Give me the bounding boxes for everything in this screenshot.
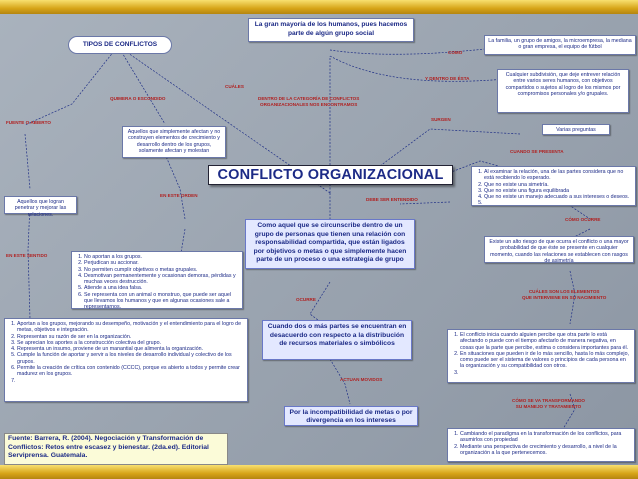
source-citation (4, 433, 228, 465)
box-cuando (262, 320, 412, 360)
link-label-en-este-sentido: EN ESTE SENTIDO (6, 253, 48, 258)
source-text: Fuente: Barrera, R. (2004). Negociación y Transformación de Conflictos: Retos entre escasez y bienestar. (2da.ed). Editorial Serviprensa. Guatemala. (8, 435, 209, 460)
tipos-de-conflictos-node (68, 36, 172, 54)
connector (25, 46, 118, 125)
label-line: ORGANIZACIONALES NOS ENCONTRAMOS (260, 102, 358, 107)
box-text: Aquellos que simplemente afectan y no construyen elementos de crecimiento y desarrollo dentro de los grupos, solamente afectan y molestan (127, 129, 221, 154)
list-item: 4. Desmotivan permanentemente y ocasionan demoras, pérdidas y muchas veces destrucción. (84, 273, 239, 286)
list-item: 5. Cumple la función de aportar y servir a los niveles de desarrollo individual y colectivo de los grupos. (17, 352, 244, 365)
link-label-como-ocurre: CÓMO OCURRE (565, 217, 601, 222)
list-item: 3. Se aprecian los aportes a la construcción colectiva del grupo. (17, 340, 244, 346)
list-item: 2. Representan su razón de ser en la organización. (17, 334, 244, 340)
box-preguntas-list (471, 166, 636, 206)
box-text: Existe un alto riesgo de que ocurra el conflicto o una mayor probabilidad de que éste se presente en cualquier momento, cuando las relaciones se establecen con rasgos de asimetría (489, 239, 629, 264)
bottom-gold-bar (0, 465, 638, 479)
box-text: Como aquel que se circunscribe dentro de un grupo de personas que tienen una relación con responsabilidad compartida, que están ligados por objetivos o metas o que simplemente hacen parte de un proceso o una estrategia de grupo (253, 222, 407, 264)
preguntas-list (475, 169, 632, 207)
list-item: 3. No permiten cumplir objetivos o metas grupales. (84, 267, 239, 273)
list-item (484, 200, 632, 206)
link-label-debe-ser: DEBE SER ENTENDIDO (366, 197, 418, 202)
link-label-transformar (512, 398, 585, 410)
link-label-como: COMO (448, 50, 463, 55)
list-item: 1. No aportan a los grupos. (84, 254, 239, 260)
box-subdivision (497, 69, 629, 113)
box-luchan (4, 196, 77, 218)
link-label-elementos (522, 289, 606, 301)
box-text: Cualquier subdivisión, que deje entrever relación entre varios seres humanos, con objetivos compartidos o sujetos al logro de los mismos por compromisos personales y/o grupales. (505, 72, 621, 97)
list-item: 3. Que no existe una figura equilibrada (484, 188, 632, 194)
list-item (17, 378, 244, 384)
list-item (460, 370, 631, 376)
list-item: 6. Se representa con un animal o monstruo, que puede ser aquel que llevamos los humanos y que en algunas ocasiones sale a representarnos. (84, 292, 239, 311)
list-item: 1. Al examinar la relación, una de las partes considera que no está recibiendo lo esperado. (484, 169, 632, 182)
list-item: 1. Aportan a los grupos, mejorando su desempeño, motivación y el entendimiento para el logro de metas, objetivos e integración. (17, 321, 244, 334)
label-line: DENTRO DE LA CATEGORÍA DE CONFLICTOS (258, 96, 360, 101)
link-label-presenta: CUANDO SE PRESENTA (510, 149, 564, 154)
list-item: 6. Permite la creación de crítica con contenido (CCCC), porque es abierto a todos y permite crear madurez en los grupos. (17, 365, 244, 378)
box-text: Varias preguntas (556, 127, 596, 133)
link-label-ocurre: OCURRE (296, 297, 316, 302)
list-item: 1. El conflicto inicia cuando alguien percibe que otra parte lo está afectando o puede con el tiempo afectarlo de manera negativa, en cosas que la parte que percibe, estima o considera importantes para él. (460, 332, 631, 351)
box-text: La familia, un grupo de amigos, la microempresa, la mediana o gran empresa, el equipo de fútbol (488, 38, 632, 51)
link-label-oculto: QUIMERA O ESCONDIDO (110, 96, 166, 101)
box-riesgo (484, 236, 634, 263)
connector (165, 154, 185, 219)
label-line: CÓMO SE VA TRANSFORMANDO (512, 398, 585, 403)
box-definicion (245, 219, 415, 269)
connector (380, 129, 520, 166)
link-label-en-este-orden: EN ESTE ORDEN (160, 193, 198, 198)
link-label-y-dentro: Y DENTRO DE ÉSTA (425, 76, 470, 81)
box-sentido-negativo (71, 251, 243, 309)
list-item: 2. Que no existe una simetría. (484, 182, 632, 188)
title-text: CONFLICTO ORGANIZACIONAL (217, 167, 444, 183)
list-item: 2. En situaciones que pueden ir de lo más sencillo, hasta lo más complejo, como puede ser el sistema de valores o principios de cada persona en la organización y su compatibilidad con otros. (460, 351, 631, 370)
link-label-surgen: SURGEN (431, 117, 451, 122)
link-label-categoria (258, 96, 359, 108)
connector (118, 46, 165, 124)
connector (28, 204, 30, 319)
label-line: QUE INTERVIENE EN SU NACIMIENTO (522, 295, 607, 300)
label-line: CUÁLES SON LOS ELEMENTOS (528, 289, 600, 294)
list-item: 2. Mediante una perspectiva de crecimiento y desarrollo, a nivel de la organización a la que pertenecemos. (460, 444, 631, 457)
box-varias-preguntas (542, 124, 610, 135)
box-text: La gran mayoría de los humanos, pues hacemos parte de algún grupo social (254, 21, 408, 37)
list-item: 5. Atiende a una idea falsa. (84, 285, 239, 291)
link-label-actuan: ACTUAN MOVIDOS (340, 377, 383, 382)
list-item: 2. Perjudican su accionar. (84, 260, 239, 266)
link-label-abierto: FUENTE O ABIERTO (6, 120, 51, 125)
box-text: Por la incompatibilidad de metas o por divergencia en los intereses (289, 409, 413, 425)
node-label: TIPOS DE CONFLICTOS (82, 41, 158, 48)
label-line: SU MANEJO Y TRATAMIENTO (515, 404, 582, 409)
main-title (208, 165, 453, 185)
box-grupo-social (248, 18, 414, 42)
box-sentido-positivo (4, 318, 248, 402)
list-item: 4. Representa un insumo, proviene de un manantial que alimenta la organización. (17, 346, 244, 352)
negativo-list (75, 254, 239, 311)
top-gold-bar (0, 0, 638, 14)
connector (330, 56, 505, 81)
box-text: Aquellos que logran penetrar y mejorar las relaciones. (14, 199, 67, 218)
positivo-list (8, 321, 244, 384)
list-item: 1. Cambiando el paradigma en la transformación de los conflictos, para asumirlos con propiedad (460, 431, 631, 444)
elementos-list (451, 332, 631, 376)
box-familia (484, 35, 636, 55)
box-aquellos (122, 126, 226, 158)
transformacion-list (451, 431, 631, 456)
box-elementos-list (447, 329, 635, 383)
box-incompatibilidad (284, 406, 418, 426)
box-text: Cuando dos o más partes se encuentran en desacuerdo con respecto a la distribución de recursos materiales o simbólicos (267, 323, 407, 348)
connector (25, 134, 30, 189)
list-item: 4. Que no existe un manejo adecuado a sus intereses o deseos. (484, 194, 632, 200)
connector (400, 202, 450, 204)
box-transformacion-list (447, 428, 635, 462)
link-label-cuales: CUÁLES (225, 84, 244, 89)
